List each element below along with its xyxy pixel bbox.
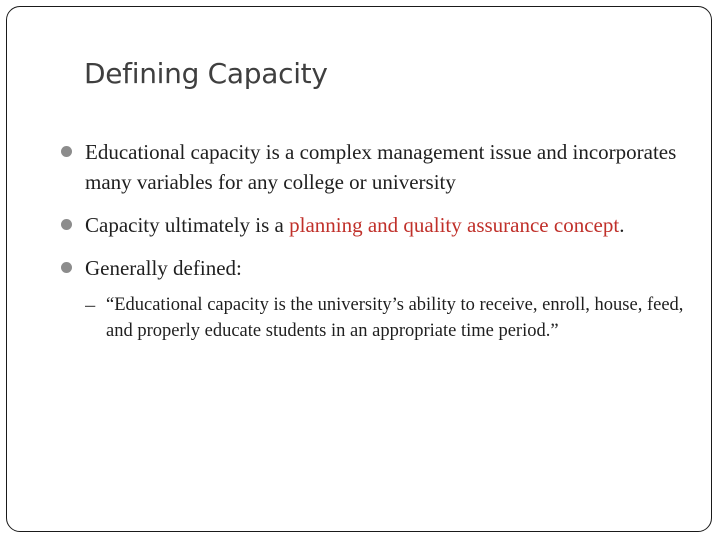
- bullet-item: [61, 137, 701, 197]
- bullet-list: [61, 137, 701, 344]
- slide-frame: [6, 6, 712, 532]
- bullet-dot-icon: [61, 262, 72, 273]
- bullet-item: [61, 210, 701, 240]
- bullet-dot-icon: [61, 146, 72, 157]
- bullet-item: [61, 253, 701, 283]
- bullet-dot-icon: [61, 219, 72, 230]
- bullet-text: Capacity ultimately is a: [85, 213, 290, 237]
- dash-marker-icon: –: [85, 294, 96, 315]
- sub-bullet-text: “Educational capacity is the university’s ability to receive, enroll, house, feed, and properly educate students in an appropriate time period.”: [106, 295, 684, 341]
- bullet-highlight-text: planning and quality assurance concept: [289, 213, 620, 237]
- slide-title: Defining Capacity: [84, 57, 328, 90]
- bullet-text: Generally defined:: [85, 256, 242, 280]
- bullet-text: Educational capacity is a complex management issue and incorporates many variables for any college or university: [85, 140, 677, 194]
- sub-bullet-item: [85, 292, 696, 344]
- bullet-text-suffix: .: [619, 213, 625, 237]
